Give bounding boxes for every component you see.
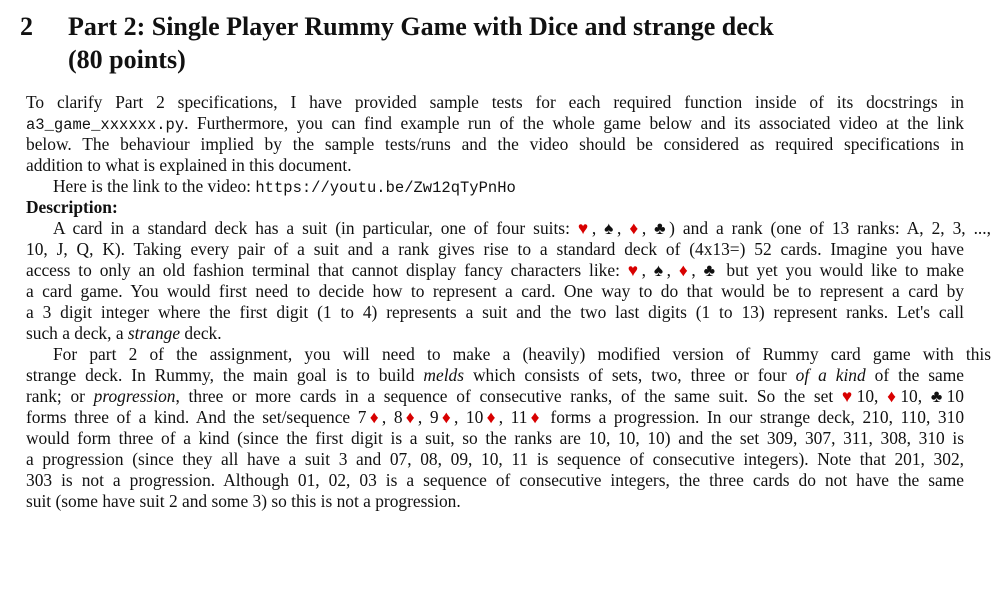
para1-line3: below. The behaviour implied by the sample tests/runs and the video should be considered as required specifications in [26, 134, 964, 154]
desc-p1-line1: A card in a standard deck has a suit (in particular, one of four suits: ♥, ♠, ♦, ♣) and a rank (one of 13 ranks: A, 2, 3, ..., [53, 218, 991, 238]
desc-p2-line5: would form three of a kind (since the first digit is a suit, so the ranks are 10, 10, 10) and the set 309, 307, 311, 308, 310 is [26, 428, 964, 448]
spade-icon: ♠ [653, 260, 667, 280]
desc-p2-line7: 303 is not a progression. Although 01, 02, 03 is a sequence of consecutive integers, the three cards do not have the same [26, 470, 964, 490]
desc-p1-line5: a 3 digit integer where the first digit (1 to 4) represents a suit and the two last digits (1 to 13) represent ranks. Let's call [26, 302, 964, 322]
desc-p2-line1: For part 2 of the assignment, you will need to make a (heavily) modified version of Rummy card game with this [53, 344, 991, 364]
diamond-icon: ♦ [366, 407, 382, 427]
filename-code: a3_game_xxxxxx.py [26, 116, 185, 134]
diamond-icon: ♦ [678, 260, 692, 280]
desc-p1-line4: a card game. You would first need to decide how to represent a card. One way to do that would be to represent a card by [26, 281, 964, 301]
diamond-icon: ♦ [438, 407, 454, 427]
diamond-icon: ♦ [402, 407, 418, 427]
diamond-icon: ♦ [483, 407, 499, 427]
desc-p2-line4: forms three of a kind. And the set/sequence 7♦, 8♦, 9♦, 10♦, 11♦ forms a progression. In our strange deck, 210, 110, 310 [26, 407, 965, 427]
desc-p1-line3: access to only an old fashion terminal that cannot display fancy characters like: ♥, ♠, ♦, ♣ but yet you would like to make [26, 260, 964, 280]
section-title-line2: (80 points) [68, 45, 186, 74]
club-icon: ♣ [703, 260, 719, 280]
club-icon: ♣ [654, 218, 670, 238]
desc-p1-line6: such a deck, a strange deck. [26, 323, 222, 343]
heart-icon: ♥ [841, 386, 857, 406]
spade-icon: ♠ [604, 218, 617, 238]
heart-icon: ♥ [577, 218, 592, 238]
club-icon: ♣ [930, 386, 947, 406]
para1-line2: a3_game_xxxxxx.py. Furthermore, you can find example run of the whole game below and its associated video at the link [26, 113, 964, 134]
diamond-icon: ♦ [629, 218, 642, 238]
diamond-icon: ♦ [527, 407, 543, 427]
desc-p2-line8: suit (some have suit 2 and some 3) so this is not a progression. [26, 491, 461, 511]
description-label: Description: [26, 197, 118, 217]
section-number: 2 [20, 12, 33, 41]
desc-p1-line2: 10, J, Q, K). Taking every pair of a suit and a rank gives rise to a standard deck of (4x13=) 52 cards. Imagine you have [26, 239, 964, 259]
desc-p2-line2: strange deck. In Rummy, the main goal is to build melds which consists of sets, two, three or four of a kind of the same [26, 365, 964, 385]
para1-line4: addition to what is explained in this document. [26, 155, 352, 175]
desc-p2-line6: a progression (since they all have a suit 3 and 07, 08, 09, 10, 11 is sequence of consecutive integers). Note that 201, 302, [26, 449, 964, 469]
section-title [68, 10, 968, 76]
diamond-icon: ♦ [887, 386, 901, 406]
section-title-line1: Part 2: Single Player Rummy Game with Dice and strange deck [68, 12, 774, 41]
heart-icon: ♥ [627, 260, 642, 280]
desc-p2-line3: rank; or progression, three or more cards in a sequence of consecutive ranks, of the same suit. So the set ♥10, ♦10, ♣10 [26, 386, 964, 406]
video-link[interactable]: https://youtu.be/Zw12qTyPnHo [255, 179, 516, 197]
video-link-line: Here is the link to the video: https://youtu.be/Zw12qTyPnHo [53, 176, 516, 197]
para1-line1: To clarify Part 2 specifications, I have provided sample tests for each required function inside of its docstrings in [26, 92, 964, 112]
